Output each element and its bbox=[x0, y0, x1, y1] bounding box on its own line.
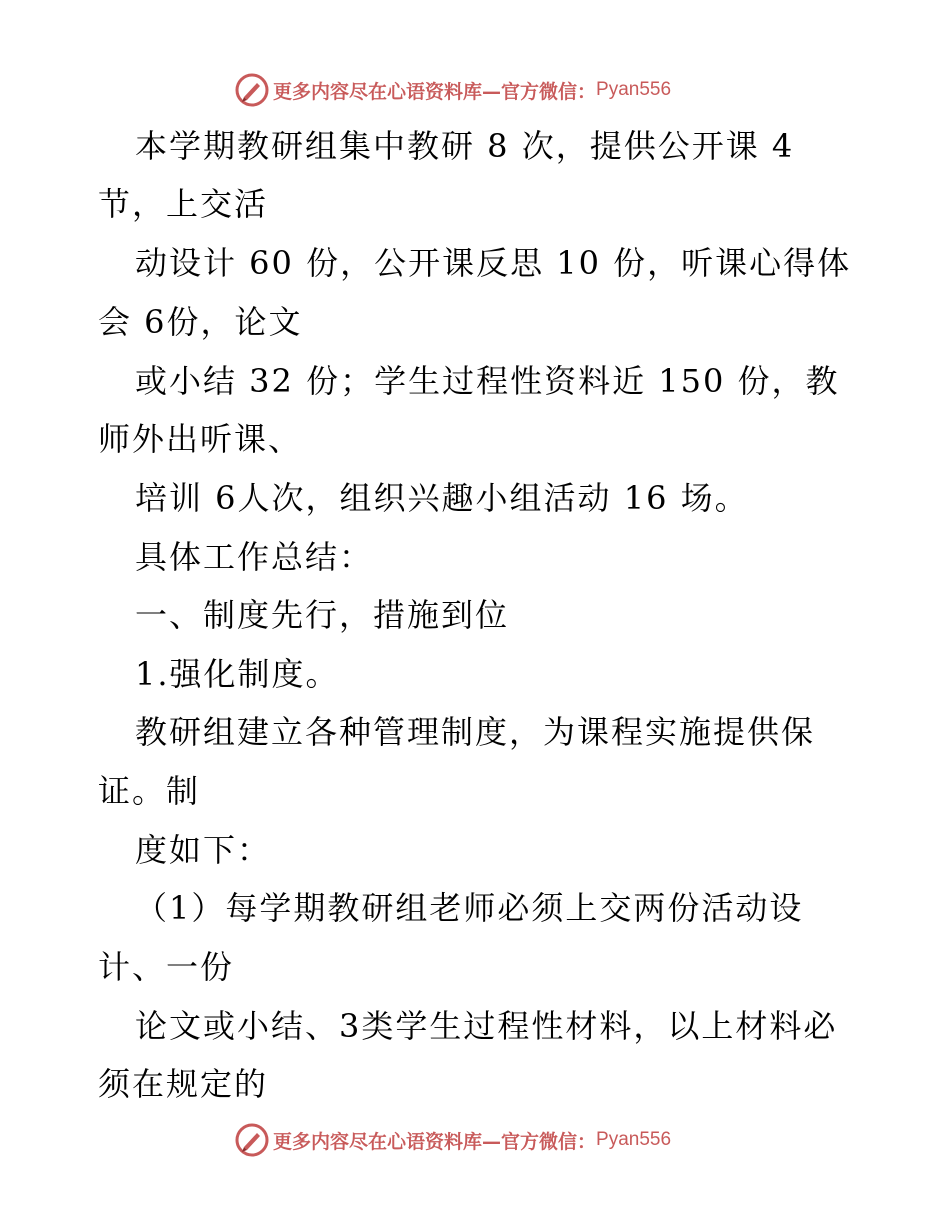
text-line: 计、一份 bbox=[98, 948, 235, 986]
text-line: 或小结 32 份；学生过程性资料近 150 份，教 bbox=[135, 362, 840, 400]
section-heading: 一、制度先行，措施到位 bbox=[135, 596, 510, 634]
header-watermark bbox=[235, 72, 671, 108]
watermark-id: Pyan556 bbox=[596, 79, 672, 100]
text-line: （1）每学期教研组老师必须上交两份活动设 bbox=[135, 889, 804, 927]
pen-logo-icon bbox=[235, 73, 269, 107]
text-line: 节，上交活 bbox=[98, 185, 269, 223]
text-line: 具体工作总结： bbox=[135, 538, 374, 576]
text-line: 本学期教研组集中教研 8 次，提供公开课 4 bbox=[135, 127, 795, 165]
text-line: 教研组建立各种管理制度，为课程实施提供保 bbox=[135, 713, 816, 751]
text-line: 证。制 bbox=[98, 772, 201, 810]
footer-watermark bbox=[235, 1122, 671, 1158]
text-line: 动设计 60 份，公开课反思 10 份，听课心得体 bbox=[135, 244, 852, 282]
pen-logo-icon bbox=[235, 1123, 269, 1157]
text-line: 须在规定的 bbox=[98, 1065, 269, 1103]
text-line: 论文或小结、3类学生过程性材料，以上材料必 bbox=[135, 1007, 838, 1045]
text-line: 培训 6人次，组织兴趣小组活动 16 场。 bbox=[135, 479, 749, 517]
text-line: 会 6份，论文 bbox=[98, 303, 303, 341]
watermark-text: 更多内容尽在心语资料库—官方微信： bbox=[273, 1130, 597, 1153]
watermark-text: 更多内容尽在心语资料库—官方微信： bbox=[273, 80, 597, 103]
watermark-id: Pyan556 bbox=[596, 1129, 672, 1150]
text-line: 师外出听课、 bbox=[98, 420, 303, 458]
text-line: 度如下： bbox=[135, 831, 272, 869]
subsection-heading: 1.强化制度。 bbox=[135, 655, 340, 693]
